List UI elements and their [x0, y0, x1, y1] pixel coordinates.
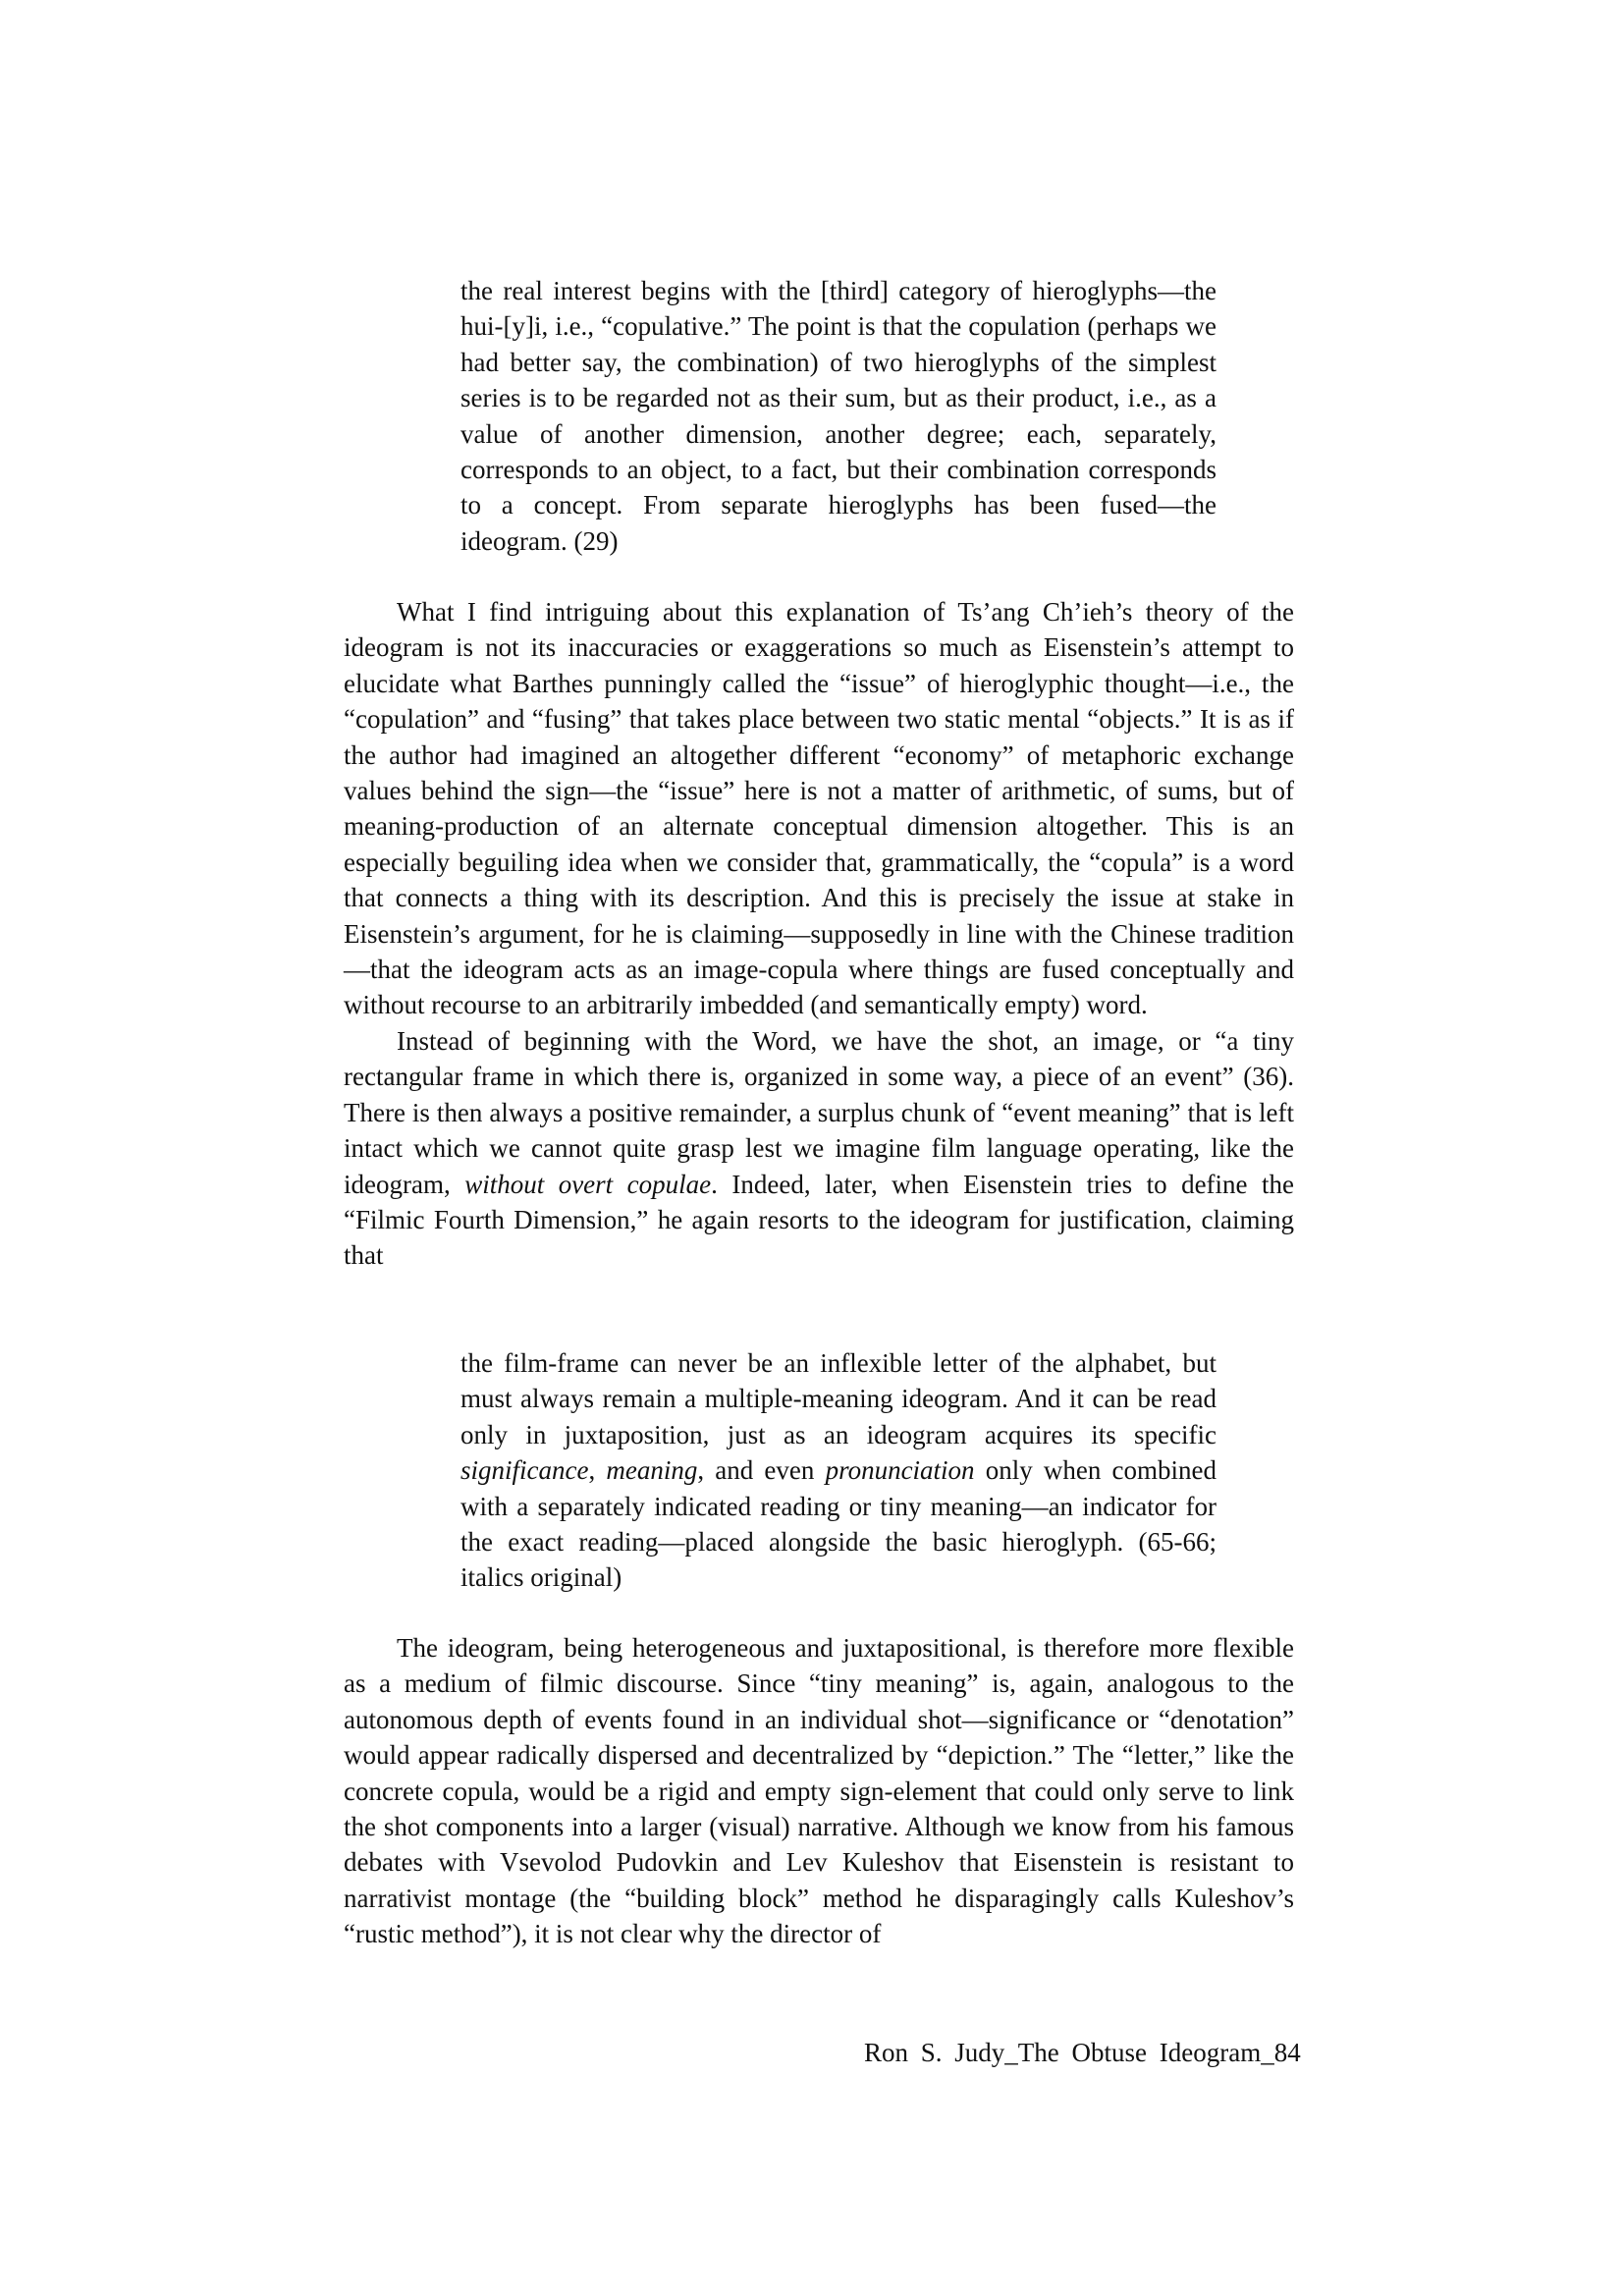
block-quote-2-part-2: , [588, 1455, 607, 1486]
block-quote-1-text: the real interest begins with the [third] category of hieroglyphs—the hui-[y]i, i.e., “copulative.” The point is that the copulation (perhaps we had better say, the combination) of two hieroglyphs of the simplest series is to be regarded not as their sum, but as their product, i.e., as a value of another dimension, another degree; each, separately, corresponds to an object, to a fact, but their combination corresponds to a concept. From separate hieroglyphs has been fused—the ideogram. (29) [460, 276, 1216, 556]
page-footer [864, 2035, 1301, 2070]
block-quote-2-italic-3: pronunciation [825, 1455, 975, 1486]
block-quote-2 [460, 1345, 1216, 1596]
paragraph-2 [344, 1023, 1294, 1274]
block-quote-2-italic-1: significance [460, 1455, 589, 1486]
body-section-2 [344, 1630, 1294, 1952]
paragraph-2-italic: without overt copulae [464, 1169, 712, 1199]
paragraph-1: What I find intriguing about this explanation of Ts’ang Ch’ieh’s theory of the ideogram is not its inaccuracies or exaggerations so much as Eisenstein’s attempt to elucidate what Barthes punningly called the “issue” of hieroglyphic thought—i.e., the “copulation” and “fusing” that takes place between two static mental “objects.” It is as if the author had imagined an altogether different “economy” of metaphoric exchange values behind the sign—the “issue” here is not a matter of arithmetic, of sums, but of meaning-production of an alternate conceptual dimension altogether. This is an especially beguiling idea when we consider that, grammatically, the “copula” is a word that connects a thing with its description. And this is precisely the issue at stake in Eisenstein’s argument, for he is claiming—supposedly in line with the Chinese tradition—that the ideogram acts as an image-copula where things are fused conceptually and without recourse to an arbitrarily imbedded (and semantically empty) word. [344, 597, 1294, 1020]
paragraph-2-text-a: Instead of beginning with the Word, we have the shot, an image, or “a tiny rectangular frame in which there is, organized in some way, a piece of an event” (36). There is then always a positive remainder, a surplus chunk of “event meaning” that is left intact which we cannot quite grasp lest we imagine film language operating, like the ideogram, [344, 1025, 1294, 1199]
block-quote-2-text [460, 1345, 1216, 1596]
block-quote-2-part-3: , and even [697, 1455, 826, 1486]
block-quote-1 [460, 273, 1216, 559]
block-quote-2-part-4: only when combined with a separately indicated reading or tiny meaning—an indicator for the exact reading—placed alongside the basic hieroglyph. (65-66; italics original) [460, 1455, 1216, 1593]
block-quote-2-italic-2: meaning [606, 1455, 698, 1486]
paragraph-3: The ideogram, being heterogeneous and juxtapositional, is therefore more flexible as a medium of filmic discourse. Since “tiny meaning” is, again, analogous to the autonomous depth of events found in an individual shot—significance or “denotation” would appear radically dispersed and decentralized by “depiction.” The “letter,” like the concrete copula, would be a rigid and empty sign-element that could only serve to link the shot components into a larger (visual) narrative. Although we know from his famous debates with Vsevolod Pudovkin and Lev Kuleshov that Eisenstein is resistant to narrativist montage (the “building block” method he disparagingly calls Kuleshov’s “rustic method”), it is not clear why the director of [344, 1633, 1294, 1949]
paragraph-2-text-b: . Indeed, later, when Eisenstein tries to define the “Filmic Fourth Dimension,” he again resorts to the ideogram for justification, claiming that [344, 1169, 1294, 1271]
footer-text: Ron S. Judy_The Obtuse Ideogram_84 [864, 2038, 1301, 2067]
body-section-1 [344, 594, 1294, 1274]
block-quote-2-part-1: the film-frame can never be an inflexible letter of the alphabet, but must always remain a multiple-meaning ideogram. And it can be read only in juxtaposition, just as an ideogram acquires its specific [460, 1348, 1216, 1449]
